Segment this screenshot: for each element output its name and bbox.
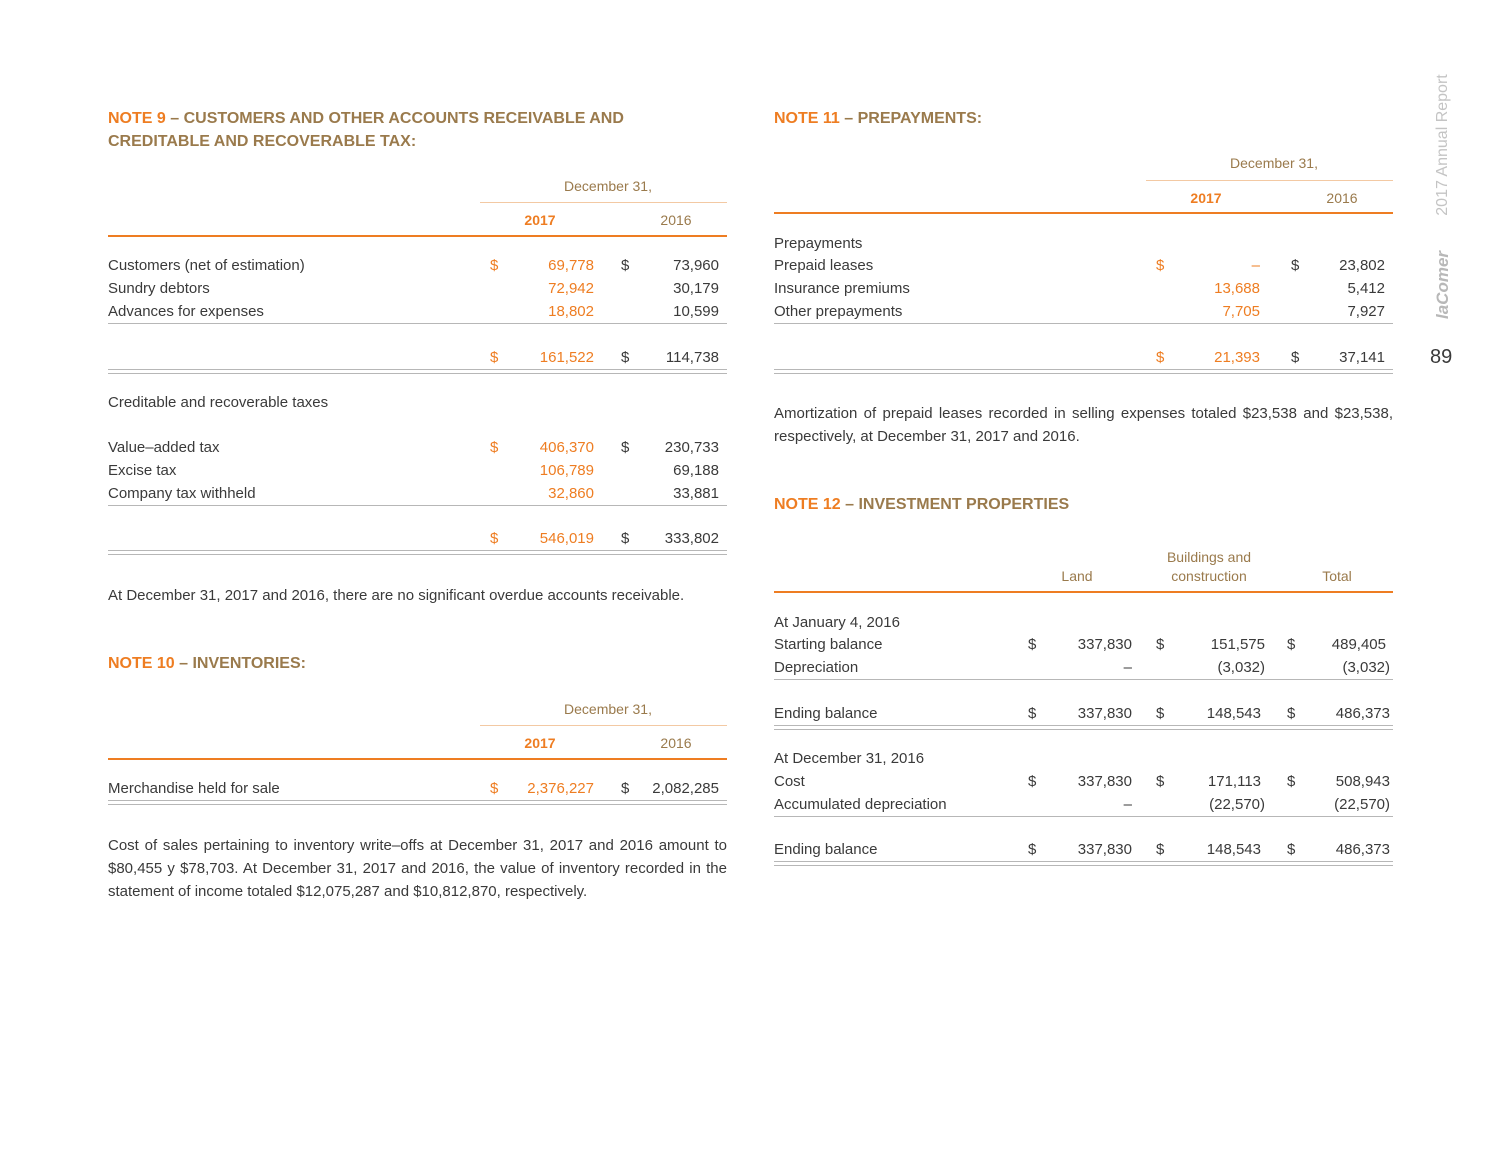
note12-title bbox=[774, 493, 1334, 516]
currency-symbol: $ bbox=[490, 257, 499, 274]
currency-symbol: $ bbox=[1287, 841, 1296, 858]
note10-title bbox=[108, 652, 668, 675]
note12-section1-heading: At January 4, 2016 bbox=[774, 614, 900, 631]
note12-col-buildings-line2: construction bbox=[1171, 568, 1247, 584]
note12-col-total: Total bbox=[1322, 568, 1352, 584]
currency-symbol: $ bbox=[1028, 636, 1037, 653]
note11-title bbox=[774, 107, 1334, 130]
note11-year-prior: 2016 bbox=[1326, 190, 1358, 206]
report-title-vertical: 2017 Annual Report bbox=[1434, 74, 1451, 216]
right-column bbox=[774, 0, 1394, 1159]
total-2017: 546,019 bbox=[539, 530, 594, 547]
currency-symbol: $ bbox=[621, 349, 630, 366]
note12-col-land: Land bbox=[1061, 568, 1093, 584]
note9-period-label: December 31, bbox=[564, 178, 652, 194]
currency-symbol: $ bbox=[621, 780, 630, 797]
currency-symbol: $ bbox=[1156, 257, 1165, 274]
row-label: Sundry debtors bbox=[108, 280, 210, 297]
currency-symbol: $ bbox=[1028, 705, 1037, 722]
note9-title-text: – CUSTOMERS AND OTHER ACCOUNTS RECEIVABLE AND CREDITABLE AND RECOVERABLE TAX: bbox=[108, 110, 624, 150]
currency-symbol: $ bbox=[1291, 349, 1300, 366]
row-label: Insurance premiums bbox=[774, 280, 910, 297]
land-value: – bbox=[1123, 659, 1132, 676]
note11-footnote: Amortization of prepaid leases recorded in selling expenses totaled $23,538 and $23,538, respectively, at December 31, 2017 and 2016. bbox=[774, 405, 1393, 445]
value-2016: 7,927 bbox=[1347, 303, 1385, 320]
subtotal-rule bbox=[108, 505, 727, 506]
note12-col-buildings-line1: Buildings and bbox=[1166, 549, 1252, 565]
note10-title-number: NOTE 10 bbox=[108, 655, 175, 672]
currency-symbol: $ bbox=[1028, 841, 1037, 858]
note9-year-current: 2017 bbox=[524, 212, 556, 228]
value-2016: 73,960 bbox=[673, 257, 719, 274]
note9-header-rule bbox=[108, 235, 727, 237]
row-label: Advances for expenses bbox=[108, 303, 264, 320]
note9-taxes-heading: Creditable and recoverable taxes bbox=[108, 394, 329, 411]
value-2017: 406,370 bbox=[539, 439, 594, 456]
row-label: Ending balance bbox=[774, 841, 878, 858]
currency-symbol: $ bbox=[1156, 773, 1165, 790]
note12-section2-heading: At December 31, 2016 bbox=[774, 750, 925, 767]
total-double-rule bbox=[108, 550, 727, 555]
currency-symbol: $ bbox=[1156, 841, 1165, 858]
note11-title-number: NOTE 11 bbox=[774, 110, 840, 127]
row-label: Starting balance bbox=[774, 636, 883, 653]
row-label: Merchandise held for sale bbox=[108, 780, 280, 797]
note10-header-rule bbox=[108, 758, 727, 760]
currency-symbol: $ bbox=[1287, 705, 1296, 722]
value-2016: 2,082,285 bbox=[652, 780, 719, 797]
value-2017: 32,860 bbox=[548, 485, 594, 502]
subtotal-rule bbox=[774, 816, 1393, 817]
value-2017: 13,688 bbox=[1214, 280, 1260, 297]
row-label: Ending balance bbox=[774, 705, 878, 722]
value-2017: 18,802 bbox=[548, 303, 594, 320]
currency-symbol: $ bbox=[490, 439, 499, 456]
note10-year-prior: 2016 bbox=[660, 735, 692, 751]
note9-footnote: At December 31, 2017 and 2016, there are no significant overdue accounts receivable. bbox=[108, 587, 685, 604]
note10-year-current: 2017 bbox=[524, 735, 556, 751]
value-2017: 69,778 bbox=[548, 257, 594, 274]
currency-symbol: $ bbox=[621, 530, 630, 547]
note11-header-rule bbox=[774, 212, 1393, 214]
value-2016: 30,179 bbox=[673, 280, 719, 297]
total-2017: 21,393 bbox=[1214, 349, 1260, 366]
buildings-value: 148,543 bbox=[1206, 705, 1261, 722]
row-label: Cost bbox=[774, 773, 805, 790]
value-2017: 72,942 bbox=[548, 280, 594, 297]
land-value: 337,830 bbox=[1077, 636, 1132, 653]
row-label: Accumulated depreciation bbox=[774, 796, 947, 813]
note9-title-number: NOTE 9 bbox=[108, 110, 166, 127]
currency-symbol: $ bbox=[1028, 773, 1037, 790]
value-2017: – bbox=[1251, 257, 1260, 274]
buildings-value: 148,543 bbox=[1206, 841, 1261, 858]
row-label: Depreciation bbox=[774, 659, 859, 676]
subtotal-rule bbox=[108, 323, 727, 324]
value-2017: 7,705 bbox=[1222, 303, 1260, 320]
value-2016: 5,412 bbox=[1347, 280, 1385, 297]
subtotal-rule bbox=[774, 323, 1393, 324]
subtotal-rule bbox=[774, 679, 1393, 680]
total-value: (22,570) bbox=[1334, 796, 1390, 813]
currency-symbol: $ bbox=[1287, 636, 1296, 653]
total-value: (3,032) bbox=[1342, 659, 1390, 676]
currency-symbol: $ bbox=[621, 257, 630, 274]
note10-period-label: December 31, bbox=[564, 701, 652, 717]
land-value: 337,830 bbox=[1077, 773, 1132, 790]
note10-title-text: – INVENTORIES: bbox=[174, 655, 306, 672]
currency-symbol: $ bbox=[490, 349, 499, 366]
total-value: 508,943 bbox=[1335, 773, 1390, 790]
note12-title-text: – INVESTMENT PROPERTIES bbox=[840, 496, 1070, 513]
value-2016: 69,188 bbox=[673, 462, 719, 479]
page-number: 89 bbox=[1430, 346, 1453, 368]
row-label: Excise tax bbox=[108, 462, 177, 479]
total-2016: 333,802 bbox=[664, 530, 719, 547]
value-2017: 2,376,227 bbox=[527, 780, 594, 797]
currency-symbol: $ bbox=[1156, 636, 1165, 653]
currency-symbol: $ bbox=[1156, 349, 1165, 366]
value-2017: 106,789 bbox=[539, 462, 594, 479]
value-2016: 33,881 bbox=[673, 485, 719, 502]
currency-symbol: $ bbox=[490, 530, 499, 547]
note12-title-number: NOTE 12 bbox=[774, 496, 841, 513]
buildings-value: (3,032) bbox=[1217, 659, 1265, 676]
total-double-rule bbox=[108, 369, 727, 374]
row-label: Prepaid leases bbox=[774, 257, 874, 274]
note11-title-text: – PREPAYMENTS: bbox=[839, 110, 983, 127]
total-double-rule bbox=[774, 861, 1393, 866]
total-double-rule bbox=[774, 369, 1393, 374]
total-value: 489,405 bbox=[1331, 636, 1386, 653]
buildings-value: (22,570) bbox=[1209, 796, 1265, 813]
currency-symbol: $ bbox=[1287, 773, 1296, 790]
note10-period-rule bbox=[480, 725, 727, 726]
buildings-value: 151,575 bbox=[1210, 636, 1265, 653]
total-value: 486,373 bbox=[1335, 705, 1390, 722]
land-value: 337,830 bbox=[1077, 705, 1132, 722]
currency-symbol: $ bbox=[1291, 257, 1300, 274]
value-2016: 10,599 bbox=[673, 303, 719, 320]
currency-symbol: $ bbox=[1156, 705, 1165, 722]
land-value: – bbox=[1123, 796, 1132, 813]
total-value: 486,373 bbox=[1335, 841, 1390, 858]
note10-footnote: Cost of sales pertaining to inventory write–offs at December 31, 2017 and 2016 amount to $80,455 y $78,703. At December 31, 2017 and 2016, the value of inventory recorded in the statement of income totaled $12,075,287 and $10,812,870, respectively. bbox=[108, 837, 727, 900]
land-value: 337,830 bbox=[1077, 841, 1132, 858]
buildings-value: 171,113 bbox=[1207, 773, 1261, 790]
value-2016: 23,802 bbox=[1339, 257, 1385, 274]
total-2017: 161,522 bbox=[539, 349, 594, 366]
note9-title bbox=[108, 107, 668, 153]
note11-year-current: 2017 bbox=[1190, 190, 1222, 206]
currency-symbol: $ bbox=[621, 439, 630, 456]
note11-heading: Prepayments bbox=[774, 235, 863, 252]
total-double-rule bbox=[774, 725, 1393, 730]
value-2016: 230,733 bbox=[664, 439, 719, 456]
note9-year-prior: 2016 bbox=[660, 212, 692, 228]
total-double-rule bbox=[108, 800, 727, 805]
row-label: Value–added tax bbox=[108, 439, 220, 456]
note12-header-rule bbox=[774, 591, 1393, 593]
note11-period-rule bbox=[1146, 180, 1393, 181]
note9-period-rule bbox=[480, 202, 727, 203]
currency-symbol: $ bbox=[490, 780, 499, 797]
row-label: Other prepayments bbox=[774, 303, 903, 320]
total-2016: 114,738 bbox=[665, 349, 719, 366]
total-2016: 37,141 bbox=[1339, 349, 1385, 366]
row-label: Company tax withheld bbox=[108, 485, 256, 502]
left-column bbox=[108, 0, 728, 1159]
row-label: Customers (net of estimation) bbox=[108, 257, 305, 274]
company-logo: laComer bbox=[1433, 250, 1452, 320]
note11-period-label: December 31, bbox=[1230, 155, 1318, 171]
